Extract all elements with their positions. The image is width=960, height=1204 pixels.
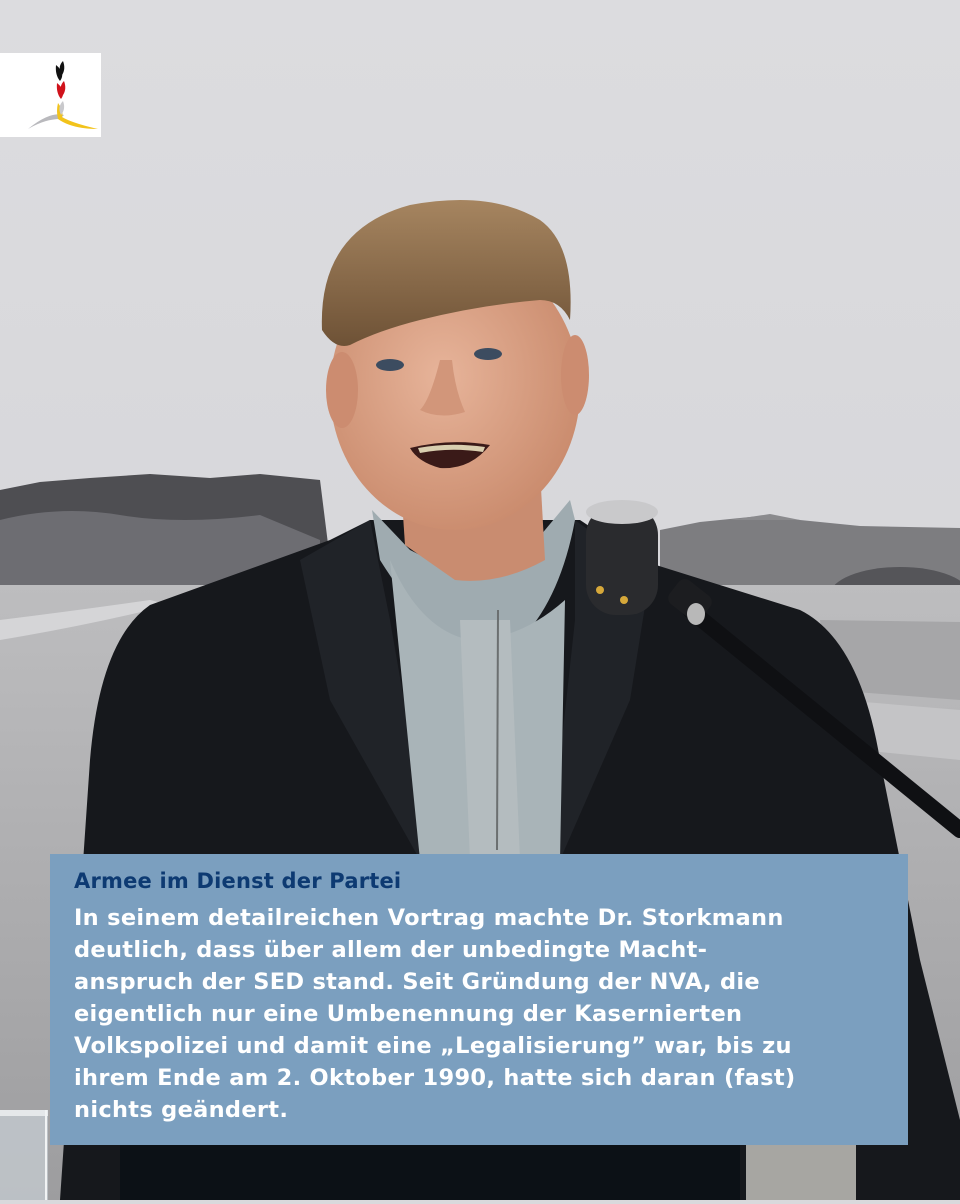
caption-line: eigentlich nur eine Umbenennung der Kasernierten [74, 1001, 743, 1027]
caption-line: Volkspolizei und damit eine „Legalisierung” war, bis zu [74, 1033, 792, 1059]
caption-line: ihrem Ende am 2. Oktober 1990, hatte sich daran (fast) [74, 1065, 796, 1091]
caption-body [74, 902, 886, 1126]
caption-line: deutlich, dass über allem der unbedingte Macht- [74, 937, 708, 963]
caption-box [50, 854, 908, 1145]
logo-tile [0, 53, 101, 137]
caption-line: anspruch der SED stand. Seit Gründung der NVA, die [74, 969, 760, 995]
caption-line: nichts geändert. [74, 1097, 289, 1123]
bundeswehr-ribbon-icon [0, 53, 101, 137]
caption-line: In seinem detailreichen Vortrag machte Dr. Storkmann [74, 905, 784, 931]
caption-title: Armee im Dienst der Partei [74, 869, 402, 893]
water-glass [0, 1110, 48, 1200]
